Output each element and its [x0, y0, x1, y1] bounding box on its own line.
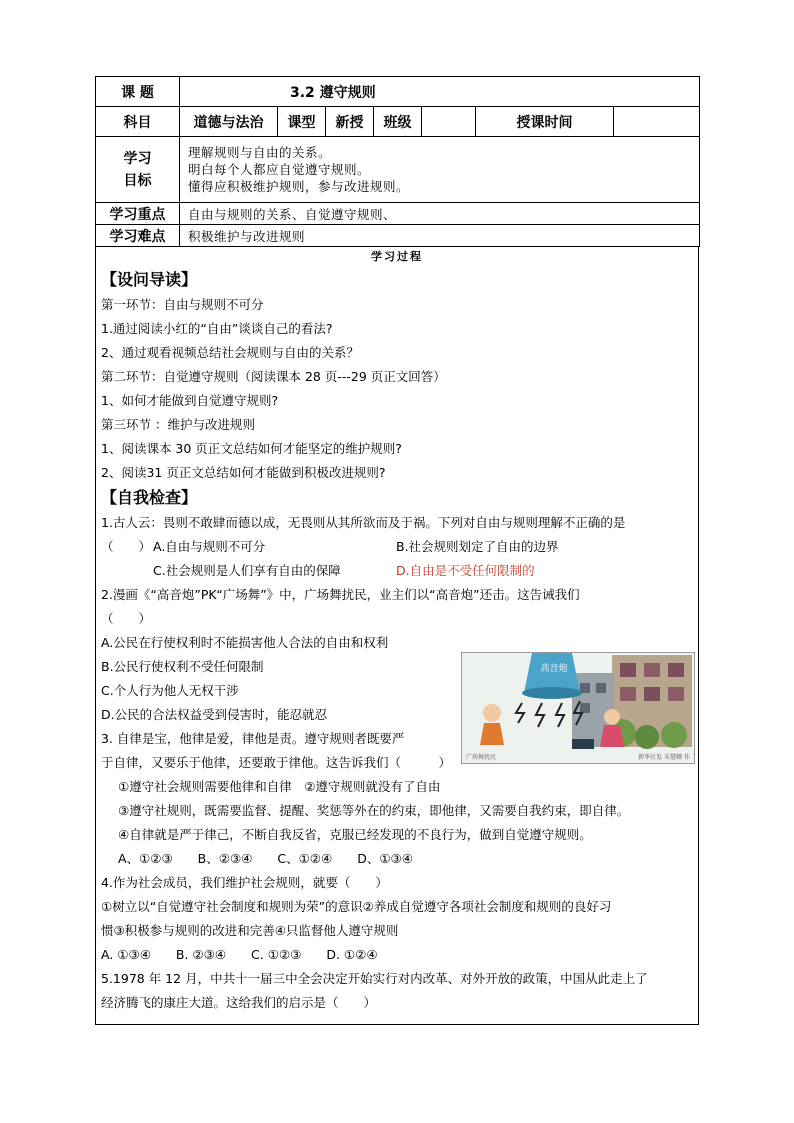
- guide-title: 【设问导读】: [101, 270, 198, 289]
- goals-label: [96, 137, 180, 203]
- q1-option-a: A.自由与规则不可分: [153, 539, 266, 554]
- type-label: 课型: [278, 107, 326, 137]
- q4-stem: 4.作为社会成员，我们维护社会规则，就要（ ）: [101, 875, 388, 890]
- process-body: [95, 267, 699, 1025]
- q2-option-b: B.公民行使权利不受任何限制: [101, 659, 264, 674]
- q1-stem: 1.古人云：畏则不敢肆而德以成，无畏则从其所欲而及于祸。下列对自由与规则理解不正确的是: [101, 515, 626, 530]
- goal-item: 懂得应积极维护规则，参与改进规则。: [188, 179, 410, 194]
- header-table: [95, 76, 700, 247]
- guide-line: 2、通过观看视频总结社会规则与自由的关系？: [101, 345, 359, 360]
- guide-line: 1、阅读课本 30 页正文总结如何才能坚定的维护规则?: [101, 441, 402, 456]
- goals-label-line2: 目标: [123, 172, 152, 189]
- guide-line: 第三环节 ：维护与改进规则: [101, 417, 255, 432]
- q3-statement: ④自律就是严于律己，不断自我反省，克服已经发现的不良行为，做到自觉遵守规则。: [118, 827, 592, 842]
- q4-choices: A. ①③④ B. ②③④ C. ①②③ D. ①②④: [101, 947, 378, 962]
- subject-label: 科目: [96, 107, 180, 137]
- q1-option-d: D.自由是不受任何限制的: [396, 563, 535, 578]
- key-points-value: 自由与规则的关系、自觉遵守规则、: [180, 203, 700, 225]
- q1-options-row1: [101, 535, 694, 559]
- goal-item: 明白每个人都应自觉遵守规则。: [188, 162, 371, 177]
- goals-label-line1: 学习: [123, 150, 152, 167]
- q2-answer-paren: （ ）: [101, 611, 152, 626]
- q3-statement: ③遵守社规则，既需要监督、提醒、奖惩等外在的约束，即他律，又需要自我约束，即自律。: [118, 803, 630, 818]
- q1-answer-paren: （ ）: [101, 539, 152, 554]
- q2-option-a: A.公民在行使权利时不能损害他人合法的自由和权利: [101, 635, 389, 650]
- class-value: [422, 107, 476, 137]
- guide-line: 1、如何才能做到自觉遵守规则?: [101, 393, 279, 408]
- time-value: [614, 107, 700, 137]
- cartoon-image: [461, 652, 695, 764]
- guide-line: 1.通过阅读小红的“自由”谈谈自己的看法?: [101, 321, 333, 336]
- q4-statements-line2: 惯③积极参与规则的改进和完善④只监督他人遵守规则: [101, 923, 399, 938]
- guide-line: 第一环节：自由与规则不可分: [101, 297, 264, 312]
- time-label: 授课时间: [476, 107, 614, 137]
- q3-stem-line1: 3. 自律是宝，他律是爱，律他是责。遵守规则者既要严: [101, 731, 405, 746]
- goal-item: 理解规则与自由的关系。: [188, 145, 332, 160]
- guide-line: 第二环节：自觉遵守规则（阅读课本 28 页---29 页正文回答）: [101, 369, 446, 384]
- check-title: 【自我检查】: [101, 488, 198, 507]
- q2-stem: 2.漫画《“高音炮”PK“广场舞”》中，广场舞扰民，业主们以“高音炮”还击。这告诫我们: [101, 587, 580, 602]
- q5-stem-line2: 经济腾飞的康庄大道。这给我们的启示是（ ）: [101, 995, 377, 1010]
- goals-list: [180, 137, 700, 203]
- q2-option-d: D.公民的合法权益受到侵害时，能忍就忍: [101, 707, 328, 722]
- guide-line: 2、阅读31 页正文总结如何才能做到积极改进规则?: [101, 465, 386, 480]
- q1-option-b: B.社会规则划定了自由的边界: [396, 539, 559, 554]
- process-title: 学习过程: [95, 247, 699, 267]
- class-label: 班级: [374, 107, 422, 137]
- cartoon-caption-right: 新华社发 朱慧卿 作: [638, 754, 690, 761]
- q3-statement: ①遵守社会规则需要他律和自律 ②遵守规则就没有了自由: [118, 779, 441, 794]
- difficulty-value: 积极维护与改进规则: [180, 225, 700, 247]
- lesson-plan-sheet: [95, 76, 699, 1025]
- subject-value: 道德与法治: [180, 107, 278, 137]
- q3-stem-line2: 于自律，又要乐于他律，还要敢于律他。这告诉我们（ ）: [101, 755, 452, 770]
- q3-choices: A、①②③ B、②③④ C、①②④ D、①③④: [118, 851, 413, 866]
- q4-statements-line1: ①树立以“自觉遵守社会制度和规则为荣”的意识②养成自觉遵守各项社会制度和规则的良好习: [101, 899, 612, 914]
- q2-option-c: C.个人行为他人无权干涉: [101, 683, 239, 698]
- cartoon-speaker-label: 高音炮: [540, 664, 568, 674]
- topic-value: 3.2 遵守规则: [180, 77, 700, 107]
- cartoon-caption-left: 广场舞扰民: [466, 754, 497, 761]
- type-value: 新授: [326, 107, 374, 137]
- difficulty-label: 学习难点: [96, 225, 180, 247]
- cartoon-illustration: [462, 653, 694, 763]
- key-points-label: 学习重点: [96, 203, 180, 225]
- q1-option-c: C.社会规则是人们享有自由的保障: [153, 563, 341, 578]
- q1-options-row2: [101, 559, 694, 583]
- topic-label: 课 题: [96, 77, 180, 107]
- q5-stem-line1: 5.1978 年 12 月，中共十一届三中全会决定开始实行对内改革、对外开放的政策，中国从此走上了: [101, 971, 648, 986]
